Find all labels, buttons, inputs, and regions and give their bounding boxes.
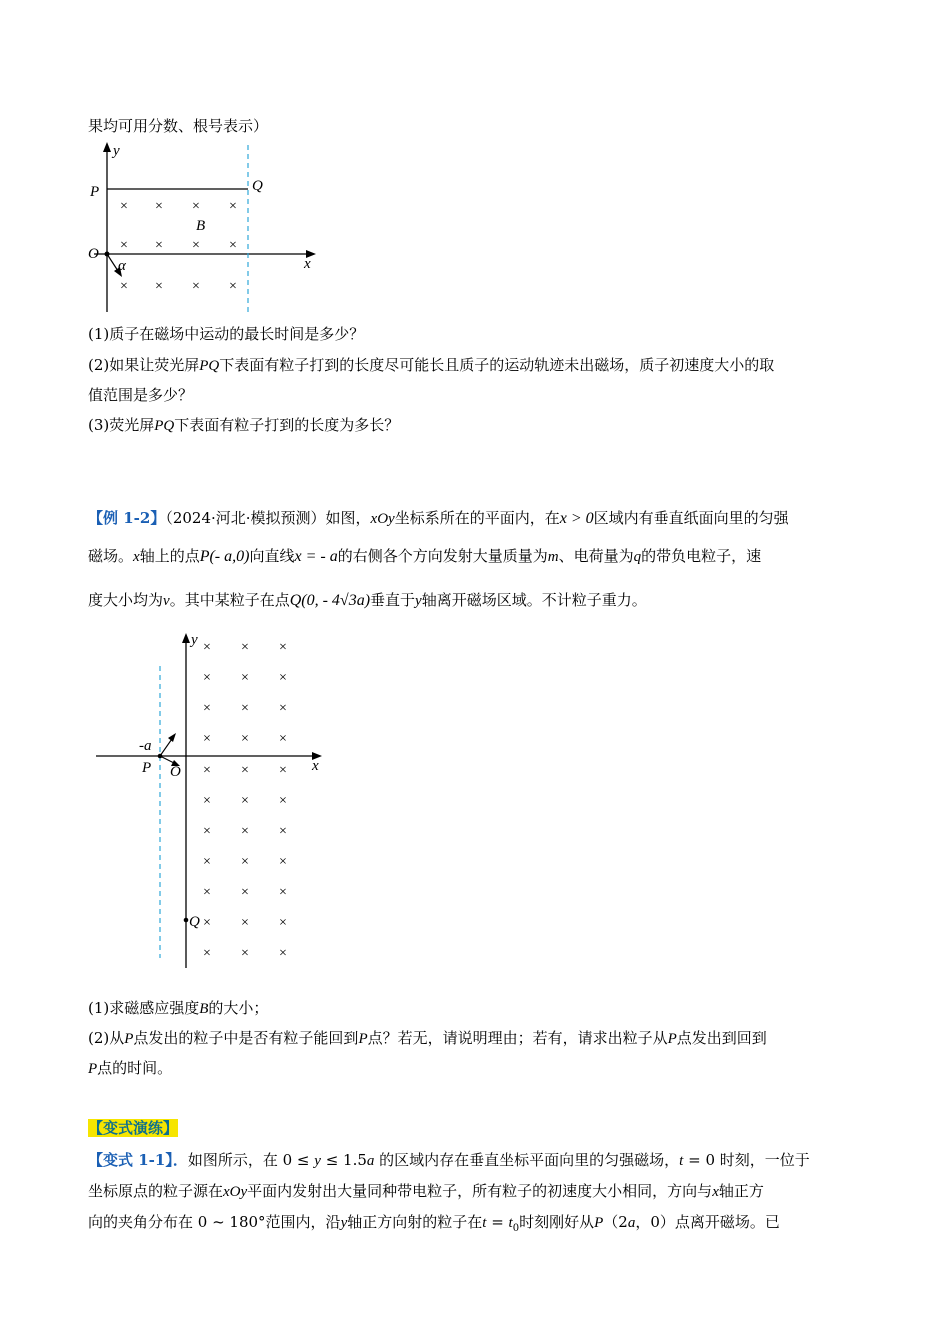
- field-cross-mark: ×: [155, 279, 163, 294]
- point-P-coords: P(- a,0): [199, 548, 250, 565]
- fig1-P-label: P: [90, 184, 100, 200]
- fig2-minus-a-label: -a: [139, 738, 152, 754]
- fig2-x-label: x: [312, 758, 319, 774]
- field-cross-mark: ×: [241, 640, 249, 655]
- figure-1-field-diagram: [80, 140, 330, 315]
- field-cross-mark: ×: [241, 915, 249, 931]
- field-cross-mark: ×: [279, 915, 287, 931]
- field-cross-mark: ×: [241, 731, 249, 747]
- field-cross-mark: ×: [229, 199, 237, 214]
- field-cross-mark: ×: [241, 885, 249, 900]
- field-cross-mark: ×: [203, 824, 211, 839]
- question-2-line-2: 值范围是多少？: [88, 386, 194, 404]
- fig1-alpha-label: α: [118, 258, 126, 274]
- fig1-y-label: y: [113, 143, 120, 159]
- field-cross-mark: ×: [279, 763, 287, 778]
- field-cross-mark: ×: [241, 854, 249, 870]
- point-Q-coords: Q(0, - 4√3a): [289, 592, 371, 609]
- top-text-tail: 果均可用分数、根号表示）: [88, 117, 269, 135]
- field-cross-mark: ×: [203, 701, 211, 716]
- example-1-2-line-2: 磁场。x轴上的点P(- a,0)向直线x = - a的右侧各个方向发射大量质量为m、电荷量为q的带负电粒子，速: [88, 547, 762, 565]
- field-cross-mark: ×: [203, 915, 211, 931]
- field-cross-mark: ×: [203, 885, 211, 900]
- field-cross-mark: ×: [241, 946, 249, 961]
- field-cross-mark: ×: [279, 946, 287, 961]
- field-cross-mark: ×: [203, 670, 211, 686]
- example-question-1: (1)求磁感应强度B的大小；: [88, 999, 269, 1017]
- field-cross-mark: ×: [120, 279, 128, 294]
- field-cross-mark: ×: [203, 731, 211, 747]
- field-cross-mark: ×: [203, 793, 211, 809]
- field-cross-mark: ×: [203, 640, 211, 655]
- field-cross-mark: ×: [203, 763, 211, 778]
- field-cross-mark: ×: [192, 238, 200, 253]
- field-cross-mark: ×: [279, 670, 287, 686]
- example-1-2-line-3: 度大小均为v。其中某粒子在点Q(0, - 4√3a)垂直于y轴离开磁场区域。不计粒子重力。: [88, 591, 647, 609]
- field-cross-mark: ×: [192, 279, 200, 294]
- example-question-2-line-1: (2)从P点发出的粒子中是否有粒子能回到P点？若无，请说明理由；若有，请求出粒子从P点发出到回到: [88, 1029, 767, 1047]
- field-cross-mark: ×: [155, 199, 163, 214]
- field-cross-mark: ×: [279, 885, 287, 900]
- field-cross-mark: ×: [203, 854, 211, 870]
- example-1-2-line-1: 【例 1-2】（2024·河北·模拟预测）如图，xOy坐标系所在的平面内，在x > 0区域内有垂直纸面向里的匀强: [88, 509, 789, 527]
- practice-label: 【变式演练】: [88, 1119, 179, 1137]
- field-cross-mark: ×: [120, 238, 128, 253]
- question-3: (3)荧光屏PQ下表面有粒子打到的长度为多长？: [88, 416, 400, 434]
- field-cross-mark: ×: [229, 279, 237, 294]
- field-cross-mark: ×: [279, 731, 287, 747]
- field-cross-mark: ×: [155, 238, 163, 253]
- field-cross-mark: ×: [279, 854, 287, 870]
- example-question-2-line-2: P点的时间。: [88, 1059, 173, 1077]
- question-1: (1)质子在磁场中运动的最长时间是多少？: [88, 325, 365, 343]
- field-cross-mark: ×: [229, 238, 237, 253]
- example-tag: 【例 1-2】: [88, 509, 166, 527]
- fig2-P-label: P: [142, 760, 152, 776]
- fig2-Q-label: Q: [189, 914, 200, 930]
- fig1-B-label: B: [196, 218, 206, 234]
- fig2-y-label: y: [191, 632, 198, 648]
- practice-1-1-line-1: 【变式 1-1】．如图所示，在 0 ≤ y ≤ 1.5a 的区域内存在垂直坐标平面向里的匀强磁场，t = 0 时刻，一位于: [88, 1151, 810, 1169]
- question-2-line-1: (2)如果让荧光屏PQ下表面有粒子打到的长度尽可能长且质子的运动轨迹未出磁场，质子初速度大小的取: [88, 356, 775, 374]
- field-cross-mark: ×: [279, 793, 287, 809]
- field-cross-mark: ×: [241, 701, 249, 716]
- practice-1-1-line-2: 坐标原点的粒子源在xOy平面内发射出大量同种带电粒子，所有粒子的初速度大小相同，方向与x轴正方: [88, 1182, 764, 1200]
- fig1-O-label: O: [88, 246, 99, 262]
- field-cross-mark: ×: [279, 701, 287, 716]
- field-cross-mark: ×: [120, 199, 128, 214]
- field-cross-mark: ×: [192, 199, 200, 214]
- field-cross-mark: ×: [241, 763, 249, 778]
- field-cross-mark: ×: [241, 670, 249, 686]
- field-cross-mark: ×: [279, 640, 287, 655]
- field-cross-mark: ×: [241, 824, 249, 839]
- fig2-O-label: O: [170, 764, 181, 780]
- field-cross-mark: ×: [241, 793, 249, 809]
- figure-2-field-diagram: [90, 630, 330, 975]
- field-cross-mark: ×: [279, 824, 287, 839]
- field-cross-mark: ×: [203, 946, 211, 961]
- fig1-Q-label: Q: [252, 178, 263, 194]
- fig1-x-label: x: [304, 256, 311, 272]
- practice-1-1-line-3: 向的夹角分布在 0 ~ 180°范围内，沿y轴正方向射的粒子在$t = t_0$时刻刚好从P（2a，0）点离开磁场。已: [88, 1213, 780, 1234]
